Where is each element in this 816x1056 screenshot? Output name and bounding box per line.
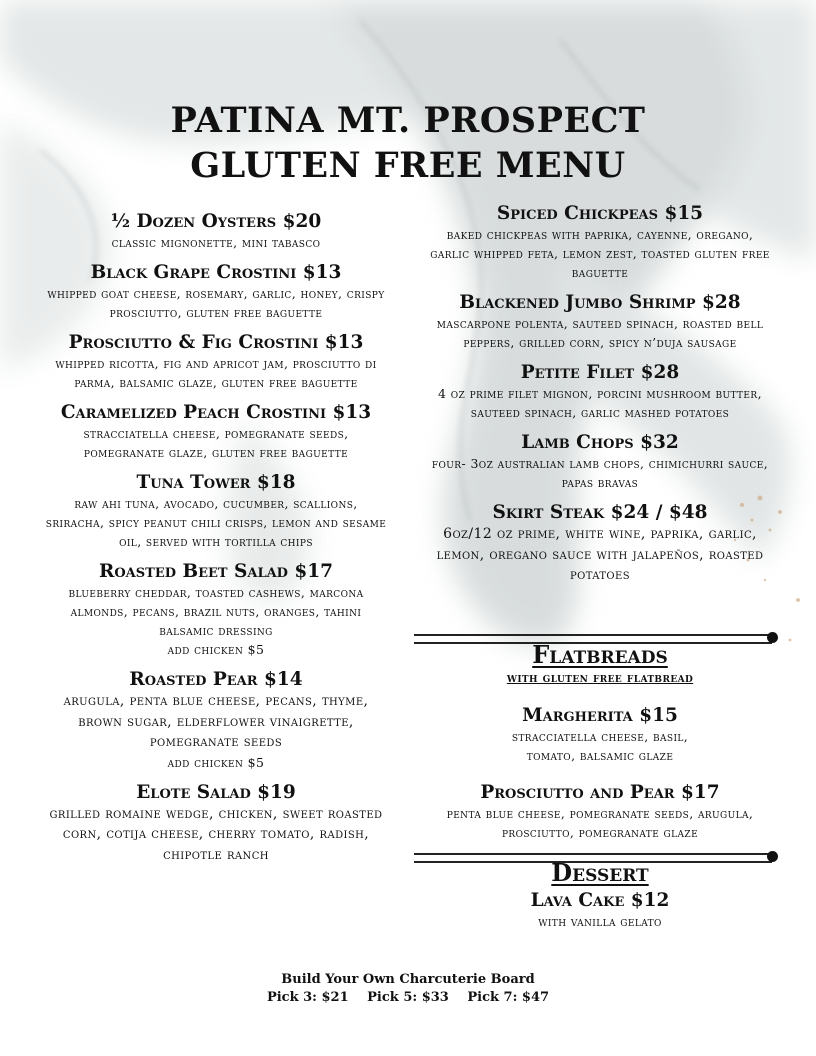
item-description: four- 3oz australian lamb chops, chimichurri sauce, papas bravas xyxy=(431,456,769,490)
flatbread-item xyxy=(430,781,770,842)
charcuterie-footer xyxy=(0,971,816,1007)
menu-item xyxy=(44,781,388,866)
item-description: baked chickpeas with paprika, cayenne, oregano, garlic whipped feta, lemon zest, toasted gluten free baguette xyxy=(430,227,770,280)
item-description: arugula, penta blue cheese, pecans, thyme, brown sugar, elderflower vinaigrette, pomegranate seeds xyxy=(63,693,369,750)
menu-item xyxy=(44,668,388,772)
item-name: Petite Filet $28 xyxy=(520,362,680,383)
dessert-heading: Dessert xyxy=(551,858,649,887)
item-description: whipped ricotta, fig and apricot jam, prosciutto di parma, balsamic glaze, gluten free baguette xyxy=(55,356,377,390)
item-description: penta blue cheese, pomegranate seeds, arugula, prosciutto, pomegranate glaze xyxy=(446,806,754,840)
item-description: with vanilla gelato xyxy=(538,914,662,929)
item-name: Margherita $15 xyxy=(522,705,678,726)
item-name: Spiced Chickpeas $15 xyxy=(496,203,704,224)
title-line-1: PATINA MT. PROSPECT xyxy=(170,100,646,141)
menu-item xyxy=(44,471,388,551)
charcuterie-prices xyxy=(0,989,816,1007)
item-addon: add chicken $5 xyxy=(167,642,265,657)
item-description: raw ahi tuna, avocado, cucumber, scallions, sriracha, spicy peanut chili crisps, lemon and sesame oil, served with tortilla chips xyxy=(45,496,387,549)
item-name: Prosciutto and Pear $17 xyxy=(480,782,720,803)
item-description: whipped goat cheese, rosemary, garlic, honey, crispy prosciutto, gluten free baguette xyxy=(47,286,385,320)
menu-item xyxy=(44,331,388,392)
item-description: mascarpone polenta, sauteed spinach, roasted bell peppers, grilled corn, spicy n’duja sausage xyxy=(436,316,764,350)
item-description: 4 oz prime filet mignon, porcini mushroom butter, sauteed spinach, garlic mashed potatoes xyxy=(438,386,762,420)
flatbreads-subheading: with gluten free flatbread xyxy=(506,670,694,685)
item-description: stracciatella cheese, basil, tomato, balsamic glaze xyxy=(511,729,689,763)
item-description: 6oz/12 oz prime, white wine, paprika, garlic, lemon, oregano sauce with jalapeños, roasted potatoes xyxy=(436,526,764,583)
item-name: Roasted Pear $14 xyxy=(129,669,303,690)
item-name: Black Grape Crostini $13 xyxy=(90,262,342,283)
charcuterie-title: Build Your Own Charcuterie Board xyxy=(281,972,535,987)
menu-item xyxy=(430,291,770,352)
item-name: ½ Dozen Oysters $20 xyxy=(110,211,322,232)
menu-item xyxy=(44,210,388,252)
menu-item xyxy=(44,261,388,322)
left-column xyxy=(44,210,388,874)
pick-3-price: Pick 3: $21 xyxy=(266,990,349,1005)
flatbreads-heading: Flatbreads xyxy=(532,640,668,669)
menu-item xyxy=(430,501,770,586)
item-name: Lava Cake $12 xyxy=(530,890,670,911)
flatbread-item xyxy=(430,704,770,765)
item-description: grilled romaine wedge, chicken, sweet roasted corn, cotija cheese, cherry tomato, radish, chipotle ranch xyxy=(49,805,383,863)
menu-item xyxy=(430,361,770,422)
menu-title xyxy=(0,98,816,188)
item-name: Prosciutto & Fig Crostini $13 xyxy=(68,332,364,353)
item-name: Tuna Tower $18 xyxy=(136,472,296,493)
menu-item xyxy=(44,560,388,659)
right-column xyxy=(430,202,770,595)
item-name: Skirt Steak $24 / $48 xyxy=(492,502,708,523)
item-description: stracciatella cheese, pomegranate seeds, pomegranate glaze, gluten free baguette xyxy=(83,426,349,460)
item-name: Lamb Chops $32 xyxy=(521,432,679,453)
item-addon: add chicken $5 xyxy=(167,754,265,770)
item-description: blueberry cheddar, toasted cashews, marcona almonds, pecans, brazil nuts, oranges, tahini balsamic dressing xyxy=(68,585,364,638)
menu-item xyxy=(430,431,770,492)
title-line-2: GLUTEN FREE MENU xyxy=(190,145,626,186)
item-name: Blackened Jumbo Shrimp $28 xyxy=(459,292,741,313)
item-name: Caramelized Peach Crostini $13 xyxy=(60,402,372,423)
item-name: Elote Salad $19 xyxy=(136,781,296,803)
menu-item xyxy=(44,401,388,462)
dessert-item xyxy=(430,889,770,931)
pick-7-price: Pick 7: $47 xyxy=(467,990,550,1005)
item-description: classic mignonette, mini tabasco xyxy=(111,235,321,250)
pick-5-price: Pick 5: $33 xyxy=(367,990,449,1005)
item-name: Roasted Beet Salad $17 xyxy=(98,561,334,582)
menu-item xyxy=(430,202,770,282)
